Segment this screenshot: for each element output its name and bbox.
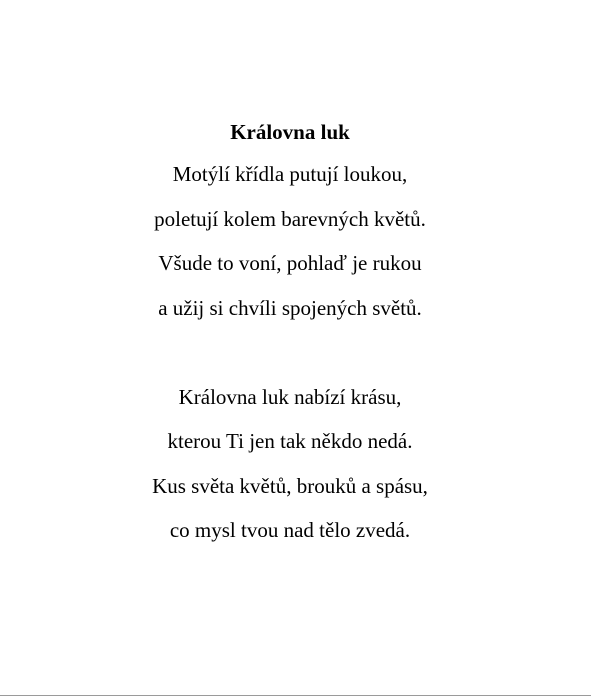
poem-title: Královna luk [230, 120, 350, 144]
poem-line: a užij si chvíli spojených světů. [158, 295, 422, 320]
stanza-separator [0, 330, 580, 375]
poem-line: poletují kolem barevných květů. [154, 206, 426, 231]
poem-line: Kus světa květů, brouků a spásu, [152, 473, 428, 498]
poem-line: co mysl tvou nad tělo zvedá. [169, 518, 411, 542]
stanza-1 [0, 152, 580, 330]
poem-line: Královna luk nabízí krásu, [178, 384, 402, 409]
poem-line: Všude to voní, pohlaď je rukou [158, 251, 422, 275]
page-bottom-divider [0, 695, 591, 696]
poem-line: Motýlí křídla putují loukou, [172, 162, 408, 186]
poem-line: kterou Ti jen tak někdo nedá. [167, 429, 413, 453]
stanza-2 [0, 375, 580, 553]
poem [0, 112, 580, 553]
